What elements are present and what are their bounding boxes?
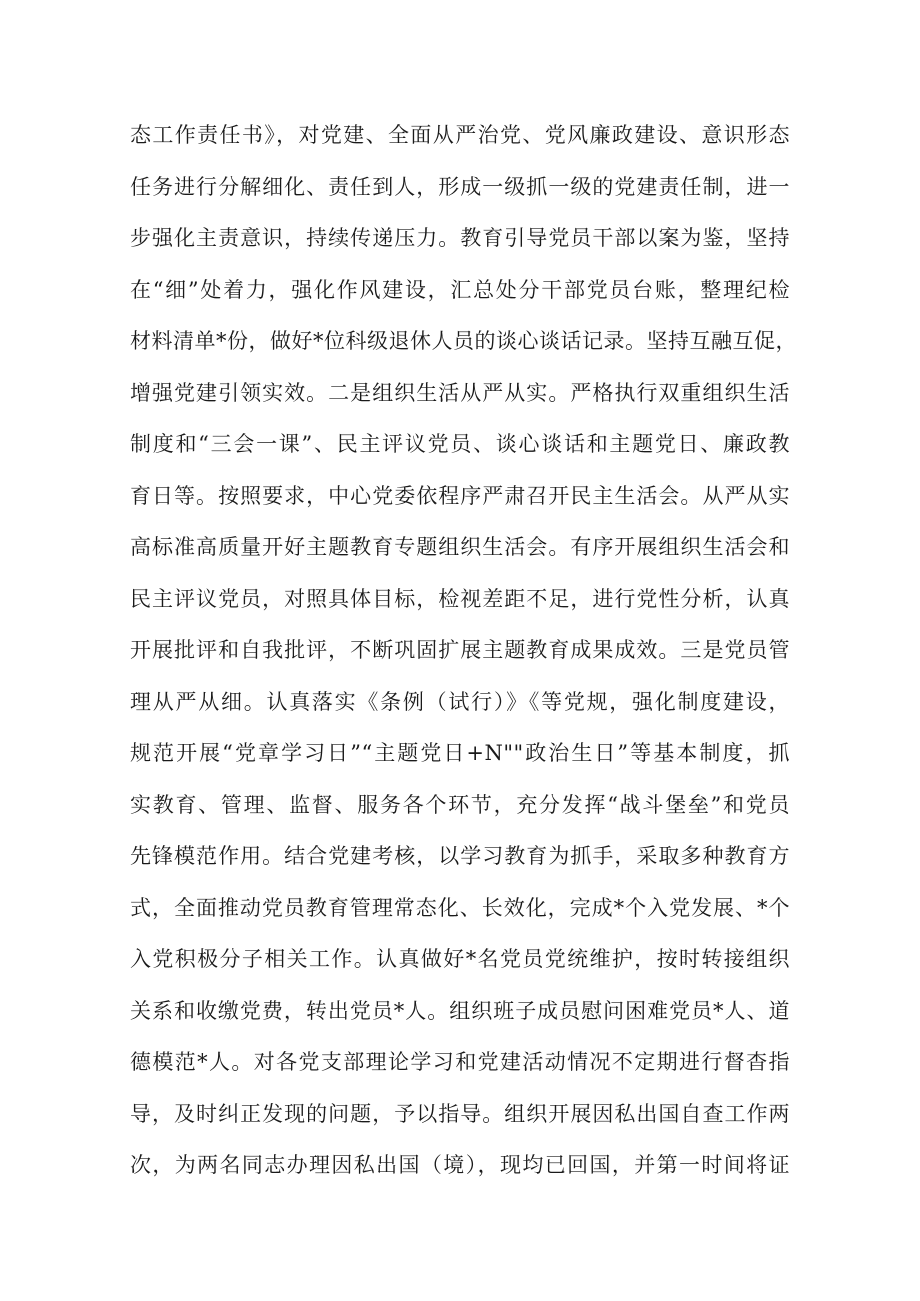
text-line: 任务进行分解细化、责任到人，形成一级抓一级的党建责任制，进一 (130, 174, 790, 199)
text-line: 实教育、管理、监督、服务各个环节，充分发挥“战斗堡垒”和党员 (130, 792, 790, 817)
text-line: 育日等。按照要求，中心党委依程序严肃召开民主生活会。从严从实 (130, 483, 790, 508)
text-line: 导，及时纠正发现的问题，予以指导。组织开展因私出国自查工作两 (130, 1101, 790, 1126)
body-text (130, 110, 797, 1192)
text-line: 规范开展“党章学习日”“主题党日+N""政治生日”等基本制度，抓 (130, 741, 790, 765)
text-line: 民主评议党员，对照具体目标，检视差距不足，进行党性分析，认真 (130, 586, 790, 611)
text-line: 先锋模范作用。结合党建考核，以学习教育为抓手，采取多种教育方 (130, 844, 790, 868)
text-line: 在“细”处着力，强化作风建设，汇总处分干部党员台账，整理纪检 (130, 277, 790, 302)
text-line: 制度和“三会一课”、民主评议党员、谈心谈话和主题党日、廉政教 (130, 432, 790, 456)
text-line: 态工作责任书》，对党建、全面从严治党、党风廉政建设、意识形态 (130, 123, 790, 147)
text-line: 步强化主责意识，持续传递压力。教育引导党员干部以案为鉴，坚持 (130, 226, 790, 250)
text-line: 理从严从细。认真落实《条例（试行）》《等党规，强化制度建设， (130, 689, 790, 714)
text-line: 开展批评和自我批评，不断巩固扩展主题教育成果成效。三是党员管 (130, 638, 790, 662)
text-line: 次，为两名同志办理因私出国（境），现均已回国，并第一时间将证 (130, 1153, 790, 1177)
text-line: 式，全面推动党员教育管理常态化、长效化，完成*个入党发展、*个 (130, 895, 790, 920)
text-line: 德模范*人。对各党支部理论学习和党建活动情况不定期进行督杳指 (130, 1050, 790, 1074)
text-line: 增强党建引领实效。二是组织生活从严从实。严格执行双重组织生活 (130, 380, 790, 405)
text-line: 入党积极分子相关工作。认真做好*名党员党统维护，按时转接组织 (130, 947, 790, 971)
text-line: 关系和收缴党费，转出党员*人。组织班子成员慰问困难党员*人、道 (130, 998, 790, 1023)
text-line: 高标准高质量开好主题教育专题组织生活会。有序开展组织生活会和 (130, 535, 790, 559)
text-line: 材料清单*份，做好*位科级退休人员的谈心谈话记录。坚持互融互促， (130, 329, 797, 353)
